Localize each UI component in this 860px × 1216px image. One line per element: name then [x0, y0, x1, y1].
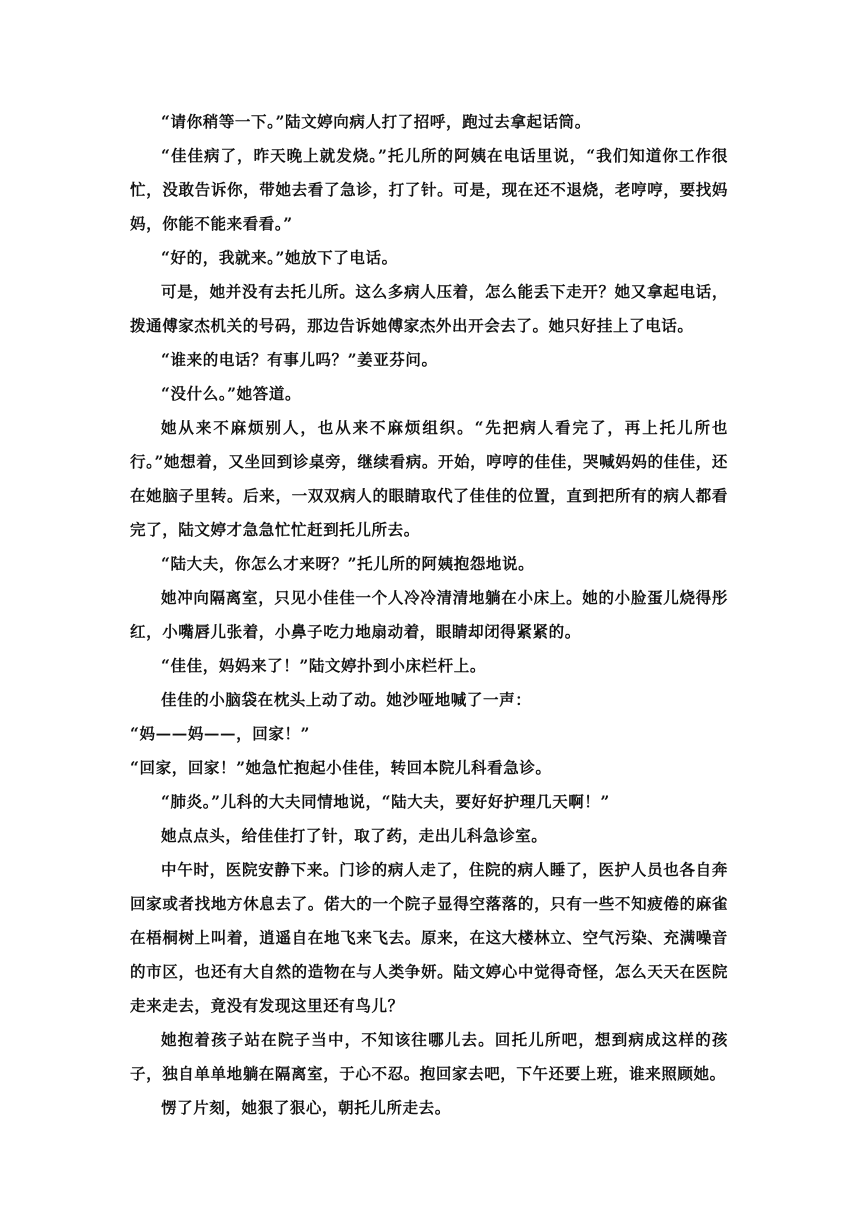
- paragraph: “妈——妈——，回家！”: [130, 724, 311, 743]
- paragraph: 她抱着孩子站在院子当中，不知该往哪儿去。回托儿所吧，想到病成这样的孩子，独自单单地躺在隔离室，于心不忍。抱回家去吧，下午还要上班，谁来照顾她。: [130, 1030, 728, 1083]
- paragraph: “没什么。”她答道。: [161, 384, 302, 403]
- paragraph: “陆大夫，你怎么才来呀？”托儿所的阿姨抱怨地说。: [161, 554, 535, 573]
- paragraph: “请你稍等一下。”陆文婷向病人打了招呼，跑过去拿起话筒。: [161, 112, 591, 131]
- paragraph: 可是，她并没有去托儿所。这么多病人压着，怎么能丢下走开？她又拿起电话，拨通傅家杰机关的号码，那边告诉她傅家杰外出开会去了。她只好挂上了电话。: [130, 282, 728, 335]
- paragraph: “谁来的电话？有事儿吗？”姜亚芬问。: [161, 350, 438, 369]
- paragraph: “好的，我就来。”她放下了电话。: [161, 248, 398, 267]
- paragraph: “佳佳，妈妈来了！”陆文婷扑到小床栏杆上。: [161, 656, 486, 675]
- paragraph: “回家，回家！”她急忙抱起小佳佳，转回本院儿科看急诊。: [130, 758, 552, 777]
- document-page: [130, 105, 728, 1125]
- paragraph: 佳佳的小脑袋在枕头上动了动。她沙哑地喊了一声：: [161, 690, 532, 709]
- paragraph: 中午时，医院安静下来。门诊的病人走了，住院的病人睡了，医护人员也各自奔回家或者找地方休息去了。偌大的一个院子显得空落落的，只有一些不知疲倦的麻雀在梧桐树上叫着，逍遥自在地飞来飞去。原来，在这大楼林立、空气污染、充满噪音的市区，也还有大自然的造物在与人类争妍。陆文婷心中觉得奇怪，怎么天天在医院走来走去，竟没有发现这里还有鸟儿？: [130, 860, 728, 1015]
- paragraph: 她点点头，给佳佳打了针，取了药，走出儿科急诊室。: [161, 826, 548, 845]
- paragraph: 愣了片刻，她狠了狠心，朝托儿所走去。: [161, 1098, 451, 1117]
- paragraph: 她冲向隔离室，只见小佳佳一个人冷冷清清地躺在小床上。她的小脸蛋儿烧得彤红，小嘴唇儿张着，小鼻子吃力地扇动着，眼睛却闭得紧紧的。: [130, 588, 728, 641]
- paragraph: “肺炎。”儿科的大夫同情地说，“陆大夫，要好好护理几天啊！”: [161, 792, 610, 811]
- paragraph: 她从来不麻烦别人，也从来不麻烦组织。“先把病人看完了，再上托儿所也行。”她想着，又坐回到诊桌旁，继续看病。开始，哼哼的佳佳，哭喊妈妈的佳佳，还在她脑子里转。后来，一双双病人的眼睛取代了佳佳的位置，直到把所有的病人都看完了，陆文婷才急急忙忙赶到托儿所去。: [130, 418, 728, 539]
- paragraph: “佳佳病了，昨天晚上就发烧。”托儿所的阿姨在电话里说，“我们知道你工作很忙，没敢告诉你，带她去看了急诊，打了针。可是，现在还不退烧，老哼哼，要找妈妈，你能不能来看看。”: [130, 146, 728, 233]
